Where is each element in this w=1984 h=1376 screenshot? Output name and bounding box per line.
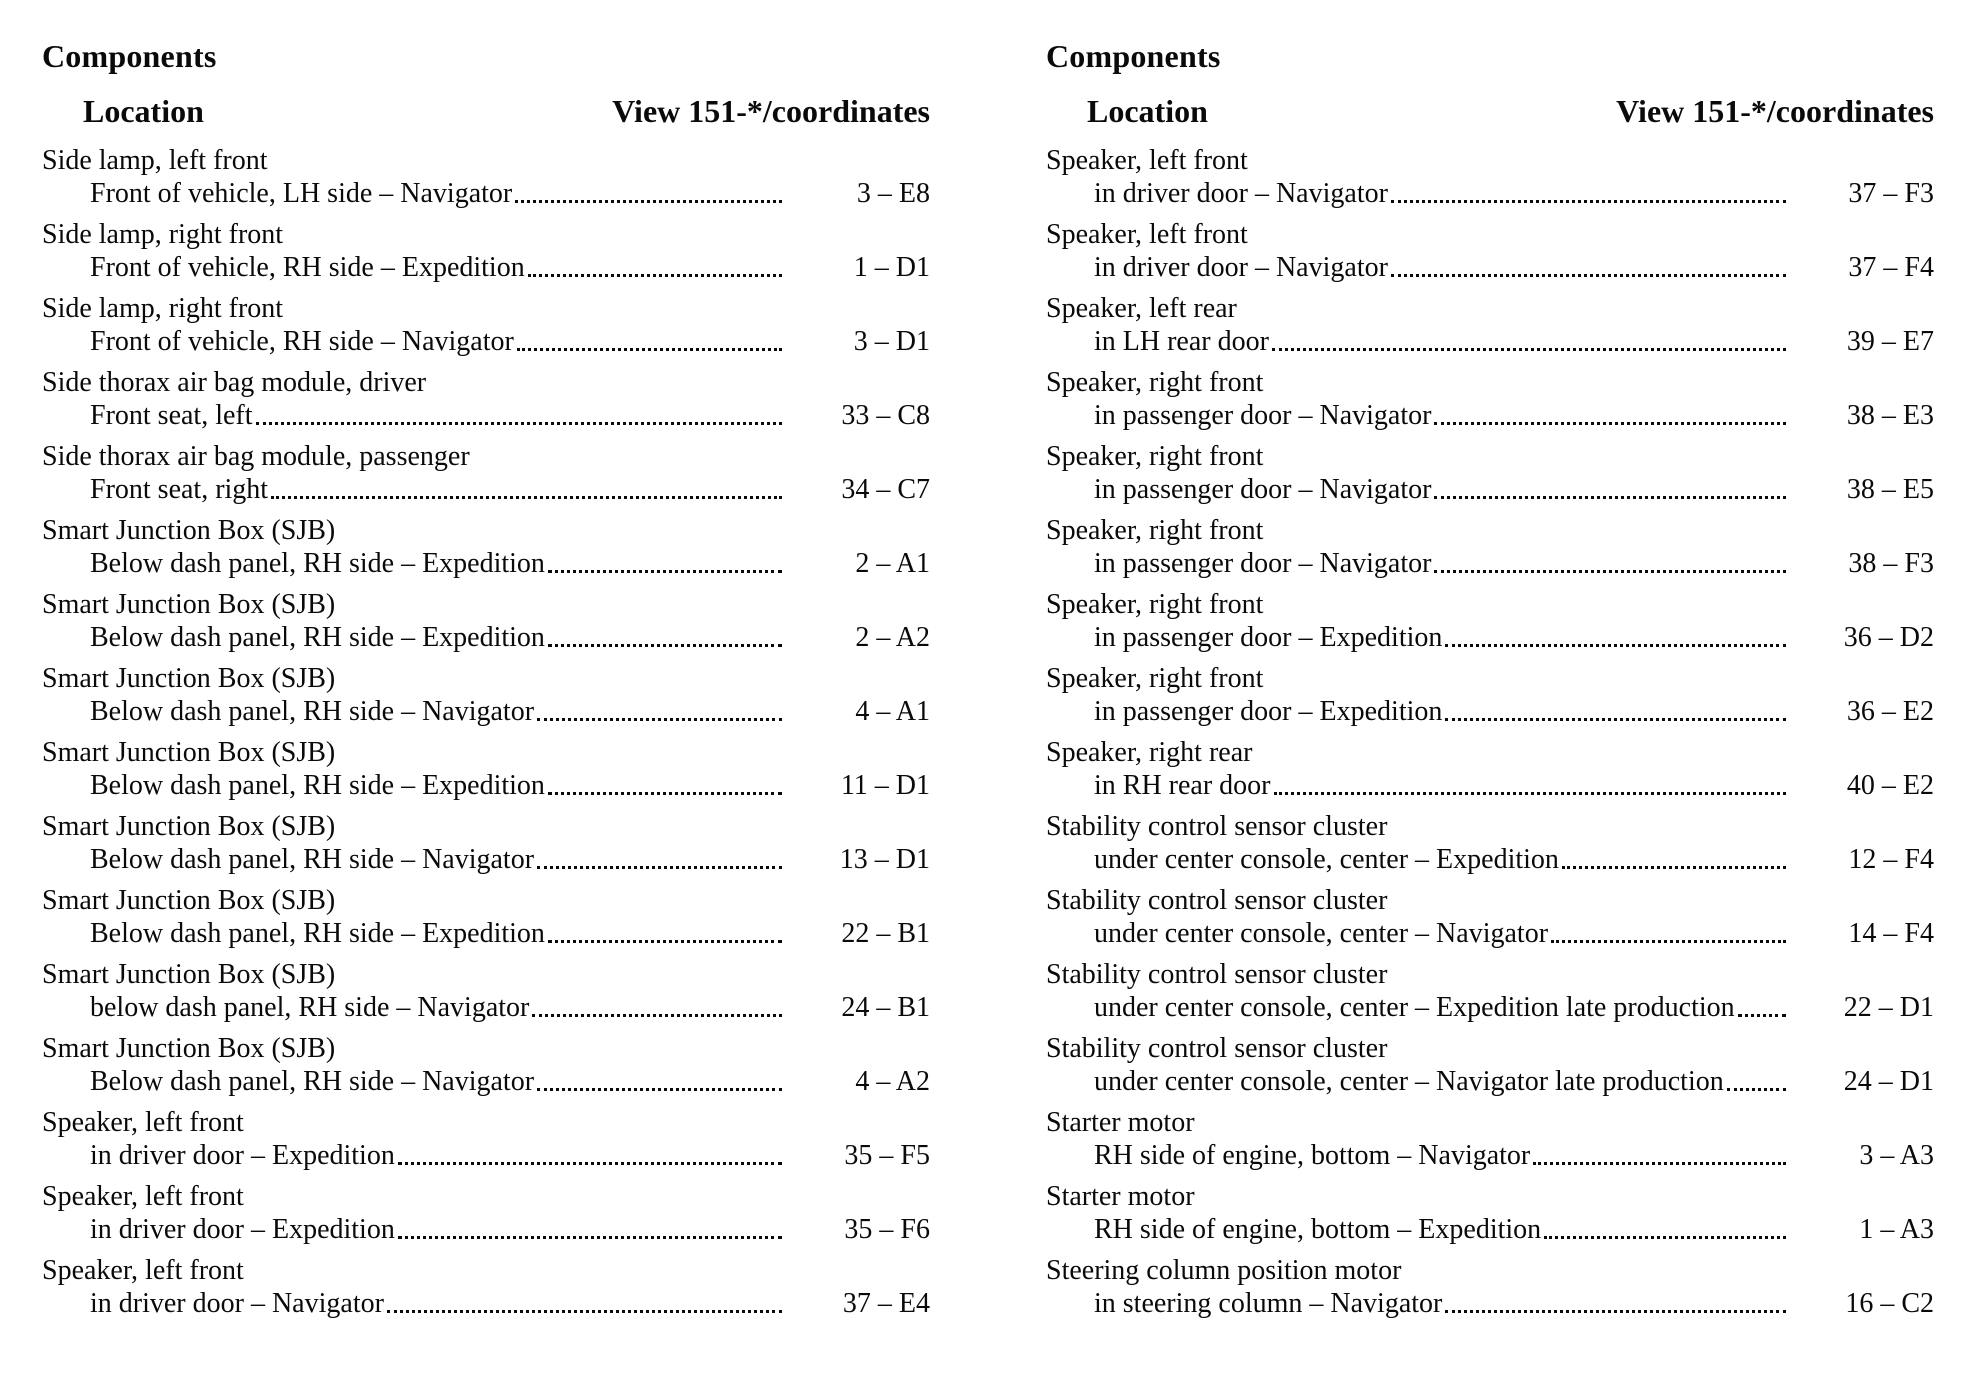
- component-location-line: [1046, 1139, 1934, 1172]
- component-location-line: [42, 843, 930, 876]
- location-column-header: Location: [1087, 93, 1208, 129]
- dot-leader: [1445, 1310, 1786, 1313]
- view-coordinate: 34 – C7: [841, 474, 930, 505]
- view-coordinate: 24 – D1: [1843, 1066, 1934, 1097]
- view-coordinate: 22 – B1: [841, 918, 930, 949]
- component-location-line: [1046, 769, 1934, 802]
- component-entry: [42, 1254, 930, 1320]
- component-entry: [42, 144, 930, 210]
- component-location-line: [1046, 843, 1934, 876]
- dot-leader: [1445, 644, 1786, 647]
- component-name: Speaker, right rear: [1046, 737, 1253, 768]
- dot-leader: [1551, 940, 1786, 943]
- view-coordinate: 35 – F5: [844, 1140, 930, 1171]
- component-name: Starter motor: [1046, 1181, 1195, 1212]
- component-entry: [42, 1032, 930, 1098]
- dot-leader: [1434, 570, 1786, 573]
- component-location-line: [42, 769, 930, 802]
- component-location-line: [1046, 991, 1934, 1024]
- component-name: Smart Junction Box (SJB): [42, 737, 336, 768]
- component-name: Speaker, right front: [1046, 663, 1264, 694]
- component-location: Below dash panel, RH side – Navigator: [90, 1066, 535, 1097]
- dot-leader: [271, 496, 782, 499]
- component-location: RH side of engine, bottom – Expedition: [1094, 1214, 1542, 1245]
- component-entry: [1046, 1032, 1934, 1098]
- view-coordinate: 13 – D1: [839, 844, 930, 875]
- component-location-line: [1046, 251, 1934, 284]
- component-entry: [1046, 218, 1934, 284]
- component-location-line: [42, 473, 930, 506]
- component-location-line: [1046, 547, 1934, 580]
- component-location-line: [1046, 399, 1934, 432]
- component-name: Smart Junction Box (SJB): [42, 885, 336, 916]
- view-coordinate: 39 – E7: [1846, 326, 1934, 357]
- dot-leader: [1544, 1236, 1786, 1239]
- column-subheader-row: [42, 93, 930, 130]
- dot-leader: [387, 1310, 782, 1313]
- component-name: Stability control sensor cluster: [1046, 1033, 1388, 1064]
- component-location: in steering column – Navigator: [1094, 1288, 1443, 1319]
- component-location: in RH rear door: [1094, 770, 1271, 801]
- component-entry: [42, 884, 930, 950]
- component-location: below dash panel, RH side – Navigator: [90, 992, 530, 1023]
- component-entry: [1046, 1180, 1934, 1246]
- view-coordinate: 3 – E8: [856, 178, 930, 209]
- view-coordinate: 36 – D2: [1843, 622, 1934, 653]
- component-name: Steering column position motor: [1046, 1255, 1402, 1286]
- view-coordinate: 4 – A2: [855, 1066, 930, 1097]
- component-name: Starter motor: [1046, 1107, 1195, 1138]
- component-location: Below dash panel, RH side – Expedition: [90, 622, 545, 653]
- component-location-line: [1046, 917, 1934, 950]
- dot-leader: [1274, 792, 1786, 795]
- view-coordinate: 11 – D1: [840, 770, 930, 801]
- component-name: Side thorax air bag module, passenger: [42, 441, 470, 472]
- view-coordinate: 36 – E2: [1846, 696, 1934, 727]
- component-location-line: [1046, 325, 1934, 358]
- component-location-line: [1046, 177, 1934, 210]
- component-location: in driver door – Expedition: [90, 1140, 395, 1171]
- dot-leader: [1727, 1088, 1786, 1091]
- component-location: in driver door – Navigator: [1094, 178, 1388, 209]
- dot-leader: [548, 792, 782, 795]
- component-entry: [1046, 810, 1934, 876]
- view-coordinate: 33 – C8: [841, 400, 930, 431]
- view-coordinate: 37 – F4: [1848, 252, 1934, 283]
- view-coordinate: 37 – F3: [1848, 178, 1934, 209]
- entries-list: [1046, 144, 1934, 1320]
- component-location: in passenger door – Navigator: [1094, 548, 1432, 579]
- component-location: under center console, center – Expedition late production: [1094, 992, 1735, 1023]
- view-coordinate: 2 – A2: [855, 622, 930, 653]
- component-location: in passenger door – Expedition: [1094, 696, 1443, 727]
- component-entry: [1046, 144, 1934, 210]
- view-coordinates-column-header: View 151-*/coordinates: [612, 93, 930, 129]
- view-coordinate: 1 – D1: [853, 252, 930, 283]
- component-location-line: [42, 1139, 930, 1172]
- component-location-line: [42, 177, 930, 210]
- component-location: Below dash panel, RH side – Expedition: [90, 548, 545, 579]
- component-location: in driver door – Navigator: [90, 1288, 384, 1319]
- component-location: under center console, center – Navigator: [1094, 918, 1549, 949]
- dot-leader: [532, 1014, 782, 1017]
- dot-leader: [1533, 1162, 1786, 1165]
- component-name: Stability control sensor cluster: [1046, 885, 1388, 916]
- view-coordinate: 4 – A1: [855, 696, 930, 727]
- component-location-line: [42, 547, 930, 580]
- component-location-line: [42, 917, 930, 950]
- component-entry: [42, 588, 930, 654]
- component-entry: [1046, 514, 1934, 580]
- dot-leader: [1445, 718, 1786, 721]
- component-name: Smart Junction Box (SJB): [42, 589, 336, 620]
- dot-leader: [256, 422, 782, 425]
- component-location: in passenger door – Navigator: [1094, 474, 1432, 505]
- dot-leader: [1391, 274, 1786, 277]
- component-location-line: [42, 325, 930, 358]
- component-location: Front of vehicle, LH side – Navigator: [90, 178, 513, 209]
- view-coordinates-column-header: View 151-*/coordinates: [1616, 93, 1934, 129]
- component-entry: [42, 366, 930, 432]
- dot-leader: [1272, 348, 1786, 351]
- component-name: Smart Junction Box (SJB): [42, 811, 336, 842]
- component-location: in driver door – Expedition: [90, 1214, 395, 1245]
- view-coordinate: 35 – F6: [844, 1214, 930, 1245]
- component-location: Below dash panel, RH side – Expedition: [90, 770, 545, 801]
- component-entry: [42, 1180, 930, 1246]
- component-name: Speaker, left front: [42, 1181, 244, 1212]
- component-entry: [42, 1106, 930, 1172]
- component-entry: [1046, 1254, 1934, 1320]
- dot-leader: [398, 1236, 782, 1239]
- component-location-line: [42, 991, 930, 1024]
- dot-leader: [1738, 1014, 1786, 1017]
- view-coordinate: 24 – B1: [841, 992, 930, 1023]
- component-location-line: [42, 399, 930, 432]
- component-name: Smart Junction Box (SJB): [42, 663, 336, 694]
- component-location: under center console, center – Expedition: [1094, 844, 1559, 875]
- dot-leader: [537, 718, 782, 721]
- dot-leader: [398, 1162, 782, 1165]
- component-name: Stability control sensor cluster: [1046, 959, 1388, 990]
- components-heading: Components: [42, 38, 217, 74]
- component-location: in LH rear door: [1094, 326, 1269, 357]
- component-location: Below dash panel, RH side – Expedition: [90, 918, 545, 949]
- component-entry: [42, 810, 930, 876]
- component-name: Side lamp, right front: [42, 219, 284, 250]
- component-name: Speaker, right front: [1046, 589, 1264, 620]
- components-column: [42, 38, 930, 1376]
- component-location-line: [1046, 621, 1934, 654]
- component-name: Smart Junction Box (SJB): [42, 959, 336, 990]
- component-location: Below dash panel, RH side – Navigator: [90, 844, 535, 875]
- dot-leader: [537, 1088, 782, 1091]
- components-column: [1046, 38, 1934, 1376]
- component-location: under center console, center – Navigator late production: [1094, 1066, 1724, 1097]
- component-location-line: [1046, 695, 1934, 728]
- dot-leader: [548, 570, 782, 573]
- component-entry: [1046, 1106, 1934, 1172]
- component-entry: [1046, 440, 1934, 506]
- component-entry: [1046, 884, 1934, 950]
- component-location-line: [42, 1065, 930, 1098]
- component-location-line: [42, 1213, 930, 1246]
- component-location-line: [1046, 1065, 1934, 1098]
- dot-leader: [1434, 496, 1786, 499]
- column-subheader-row: [1046, 93, 1934, 130]
- components-heading: Components: [1046, 38, 1221, 74]
- view-coordinate: 16 – C2: [1845, 1288, 1934, 1319]
- component-entry: [42, 958, 930, 1024]
- entries-list: [42, 144, 930, 1320]
- dot-leader: [1562, 866, 1786, 869]
- component-entry: [42, 218, 930, 284]
- component-entry: [1046, 958, 1934, 1024]
- component-name: Speaker, left front: [42, 1255, 244, 1286]
- component-name: Speaker, left front: [42, 1107, 244, 1138]
- component-location-line: [42, 1287, 930, 1320]
- dot-leader: [548, 940, 782, 943]
- view-coordinate: 3 – D1: [853, 326, 930, 357]
- component-name: Smart Junction Box (SJB): [42, 515, 336, 546]
- view-coordinate: 12 – F4: [1848, 844, 1934, 875]
- component-name: Side thorax air bag module, driver: [42, 367, 427, 398]
- view-coordinate: 3 – A3: [1859, 1140, 1934, 1171]
- dot-leader: [1391, 200, 1786, 203]
- component-name: Stability control sensor cluster: [1046, 811, 1388, 842]
- component-location-line: [42, 695, 930, 728]
- component-entry: [42, 662, 930, 728]
- view-coordinate: 38 – E5: [1846, 474, 1934, 505]
- component-entry: [42, 514, 930, 580]
- view-coordinate: 14 – F4: [1848, 918, 1934, 949]
- view-coordinate: 38 – E3: [1846, 400, 1934, 431]
- component-name: Speaker, right front: [1046, 441, 1264, 472]
- component-location-line: [42, 251, 930, 284]
- component-name: Speaker, right front: [1046, 367, 1264, 398]
- component-entry: [42, 292, 930, 358]
- component-location-line: [1046, 1287, 1934, 1320]
- component-entry: [1046, 292, 1934, 358]
- component-entry: [42, 440, 930, 506]
- dot-leader: [517, 348, 782, 351]
- view-coordinate: 40 – E2: [1846, 770, 1934, 801]
- component-location: RH side of engine, bottom – Navigator: [1094, 1140, 1531, 1171]
- component-entry: [1046, 366, 1934, 432]
- view-coordinate: 2 – A1: [855, 548, 930, 579]
- component-name: Smart Junction Box (SJB): [42, 1033, 336, 1064]
- component-location-line: [42, 621, 930, 654]
- component-name: Side lamp, left front: [42, 145, 268, 176]
- dot-leader: [537, 866, 782, 869]
- dot-leader: [548, 644, 782, 647]
- dot-leader: [1434, 422, 1786, 425]
- dot-leader: [515, 200, 782, 203]
- component-location: in passenger door – Navigator: [1094, 400, 1432, 431]
- component-entry: [42, 736, 930, 802]
- dot-leader: [528, 274, 782, 277]
- component-name: Side lamp, right front: [42, 293, 284, 324]
- component-location: Front seat, right: [90, 474, 269, 505]
- component-entry: [1046, 736, 1934, 802]
- component-entry: [1046, 662, 1934, 728]
- view-coordinate: 38 – F3: [1848, 548, 1934, 579]
- component-location: Front seat, left: [90, 400, 253, 431]
- component-location: in driver door – Navigator: [1094, 252, 1388, 283]
- component-location-line: [1046, 1213, 1934, 1246]
- component-location: Front of vehicle, RH side – Navigator: [90, 326, 514, 357]
- location-column-header: Location: [83, 93, 204, 129]
- view-coordinate: 1 – A3: [1859, 1214, 1934, 1245]
- view-coordinate: 37 – E4: [842, 1288, 930, 1319]
- component-name: Speaker, right front: [1046, 515, 1264, 546]
- component-location: Below dash panel, RH side – Navigator: [90, 696, 535, 727]
- component-location-line: [1046, 473, 1934, 506]
- component-entry: [1046, 588, 1934, 654]
- component-location: in passenger door – Expedition: [1094, 622, 1443, 653]
- component-name: Speaker, left front: [1046, 145, 1248, 176]
- component-name: Speaker, left rear: [1046, 293, 1237, 324]
- view-coordinate: 22 – D1: [1843, 992, 1934, 1023]
- component-name: Speaker, left front: [1046, 219, 1248, 250]
- component-location: Front of vehicle, RH side – Expedition: [90, 252, 525, 283]
